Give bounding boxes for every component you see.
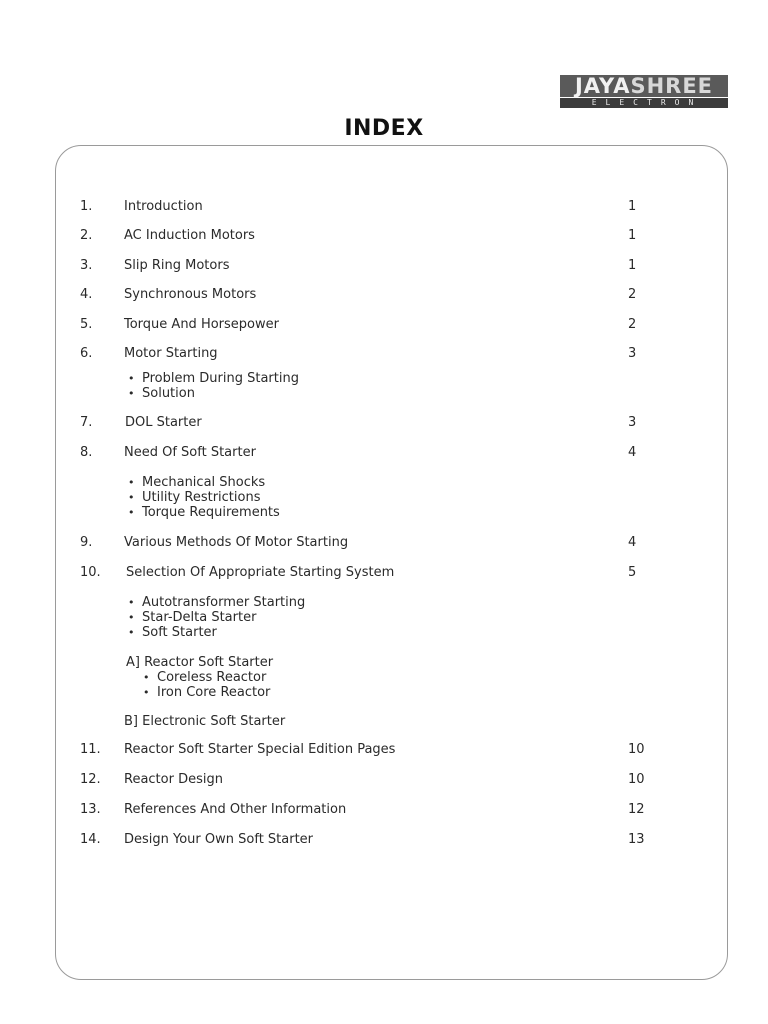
sub-heading-electronic: B] Electronic Soft Starter [124, 714, 286, 729]
sub-item: • Torque Requirements [128, 505, 280, 520]
page-title: INDEX [344, 116, 424, 141]
sub-item: • Problem During Starting [128, 371, 299, 386]
sub-item: • Autotransformer Starting [128, 595, 306, 610]
jayashree-logo [560, 75, 728, 108]
logo-subtext: ELECTRON [560, 98, 728, 108]
sub-item: • Utility Restrictions [128, 490, 261, 505]
sub-heading-reactor: A] Reactor Soft Starter [126, 655, 274, 670]
sub-item: • Mechanical Shocks [128, 475, 266, 490]
sub-item: • Coreless Reactor [143, 670, 267, 685]
sub-item: • Soft Starter [128, 625, 217, 640]
sub-item: • Iron Core Reactor [143, 685, 271, 700]
sub-item: • Solution [128, 386, 195, 401]
sub-item: • Star-Delta Starter [128, 610, 257, 625]
logo-wordmark: JAYASHREE [560, 75, 728, 97]
